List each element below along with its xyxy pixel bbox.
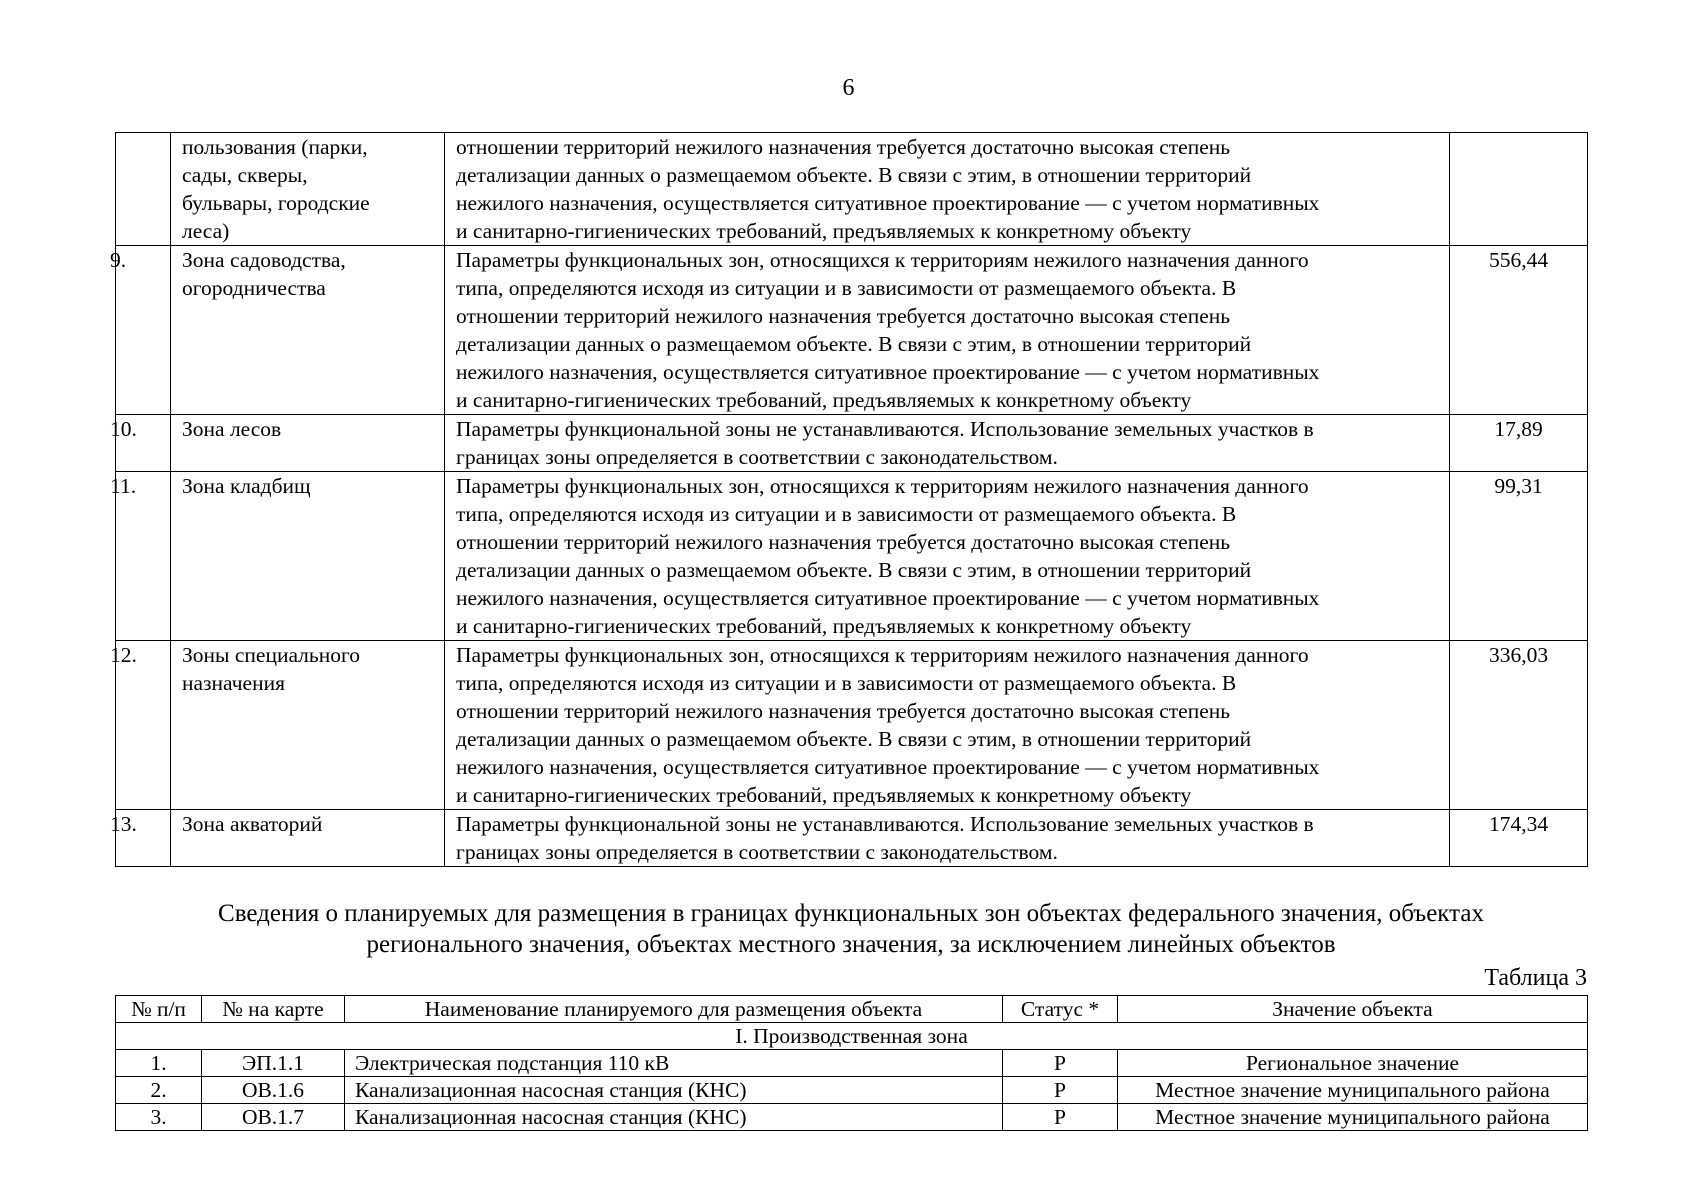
object-map-code: ЭП.1.1	[202, 1050, 345, 1077]
zone-area	[1450, 133, 1588, 246]
object-map-code: ОВ.1.7	[202, 1104, 345, 1131]
zone-name: Зона акваторий	[171, 810, 445, 867]
object-number: 2.	[116, 1077, 202, 1104]
zone-number: 11.	[116, 472, 171, 641]
object-number: 3.	[116, 1104, 202, 1131]
functional-zones-table	[110, 132, 1588, 867]
object-value: Местное значение муниципального района	[1118, 1104, 1588, 1131]
table-row	[116, 472, 1588, 641]
caption-line: регионального значения, объектах местного значения, за исключением линейных объектов	[366, 931, 1336, 958]
object-value: Региональное значение	[1118, 1050, 1588, 1077]
section-row	[116, 1023, 1588, 1050]
object-name: Канализационная насосная станция (КНС)	[345, 1104, 1003, 1131]
table-row	[116, 415, 1588, 472]
zone-number: 9.	[116, 246, 171, 415]
table-row	[116, 246, 1588, 415]
header-status: Статус *	[1003, 996, 1118, 1023]
object-status: Р	[1003, 1077, 1118, 1104]
zone-area: 17,89	[1450, 415, 1588, 472]
object-name: Электрическая подстанция 110 кВ	[345, 1050, 1003, 1077]
header-num: № п/п	[116, 996, 202, 1023]
table-label: Таблица 3	[1484, 965, 1587, 991]
section-title: I. Производственная зона	[116, 1023, 1588, 1050]
zone-name: Зона кладбищ	[171, 472, 445, 641]
object-name: Канализационная насосная станция (КНС)	[345, 1077, 1003, 1104]
zone-description: Параметры функциональных зон, относящихся к территориям нежилого назначения данного типа, определяются исходя из ситуации и в зависимости от размещаемого объекта. В отношении территорий нежилого назначения требуется достаточно высокая степень детализации данных о размещаемом объекте. В связи с этим, в отношении территорий нежилого назначения, осуществляется ситуативное проектирование — с учетом нормативных и санитарно-гигиенических требований, предъявляемых к конкретному объекту	[445, 641, 1450, 810]
zone-area: 174,34	[1450, 810, 1588, 867]
section-caption	[115, 898, 1587, 960]
zone-description: отношении территорий нежилого назначения требуется достаточно высокая степень детализации данных о размещаемом объекте. В связи с этим, в отношении территорий нежилого назначения, осуществляется ситуативное проектирование — с учетом нормативных и санитарно-гигиенических требований, предъявляемых к конкретному объекту	[445, 133, 1450, 246]
table-row	[116, 1050, 1588, 1077]
zone-area: 556,44	[1450, 246, 1588, 415]
zone-name: Зона лесов	[171, 415, 445, 472]
header-map: № на карте	[202, 996, 345, 1023]
table-row	[116, 133, 1588, 246]
zone-number: 10.	[116, 415, 171, 472]
object-number: 1.	[116, 1050, 202, 1077]
zone-name: пользования (парки, сады, скверы, бульвары, городские леса)	[171, 133, 445, 246]
object-value: Местное значение муниципального района	[1118, 1077, 1588, 1104]
table-row	[116, 1104, 1588, 1131]
zone-name: Зоны специального назначения	[171, 641, 445, 810]
zone-area: 99,31	[1450, 472, 1588, 641]
object-map-code: ОВ.1.6	[202, 1077, 345, 1104]
zone-description: Параметры функциональных зон, относящихся к территориям нежилого назначения данного типа, определяются исходя из ситуации и в зависимости от размещаемого объекта. В отношении территорий нежилого назначения требуется достаточно высокая степень детализации данных о размещаемом объекте. В связи с этим, в отношении территорий нежилого назначения, осуществляется ситуативное проектирование — с учетом нормативных и санитарно-гигиенических требований, предъявляемых к конкретному объекту	[445, 246, 1450, 415]
zone-number: 13.	[116, 810, 171, 867]
table-header-row	[116, 996, 1588, 1023]
zone-description: Параметры функциональных зон, относящихся к территориям нежилого назначения данного типа, определяются исходя из ситуации и в зависимости от размещаемого объекта. В отношении территорий нежилого назначения требуется достаточно высокая степень детализации данных о размещаемом объекте. В связи с этим, в отношении территорий нежилого назначения, осуществляется ситуативное проектирование — с учетом нормативных и санитарно-гигиенических требований, предъявляемых к конкретному объекту	[445, 472, 1450, 641]
object-status: Р	[1003, 1104, 1118, 1131]
caption-line: Сведения о планируемых для размещения в границах функциональных зон объектах федерального значения, объектах	[218, 900, 1484, 927]
planned-objects-table	[115, 995, 1588, 1131]
zone-area: 336,03	[1450, 641, 1588, 810]
zone-name: Зона садоводства, огородничества	[171, 246, 445, 415]
page-number: 6	[842, 75, 855, 101]
table-row	[116, 810, 1588, 867]
header-name: Наименование планируемого для размещения объекта	[345, 996, 1003, 1023]
zone-number	[116, 133, 171, 246]
zone-description: Параметры функциональной зоны не устанавливаются. Использование земельных участков в границах зоны определяется в соответствии с законодательством.	[445, 415, 1450, 472]
table-row	[116, 1077, 1588, 1104]
zone-description: Параметры функциональной зоны не устанавливаются. Использование земельных участков в границах зоны определяется в соответствии с законодательством.	[445, 810, 1450, 867]
table-row	[116, 641, 1588, 810]
zone-number: 12.	[116, 641, 171, 810]
header-value: Значение объекта	[1118, 996, 1588, 1023]
object-status: Р	[1003, 1050, 1118, 1077]
